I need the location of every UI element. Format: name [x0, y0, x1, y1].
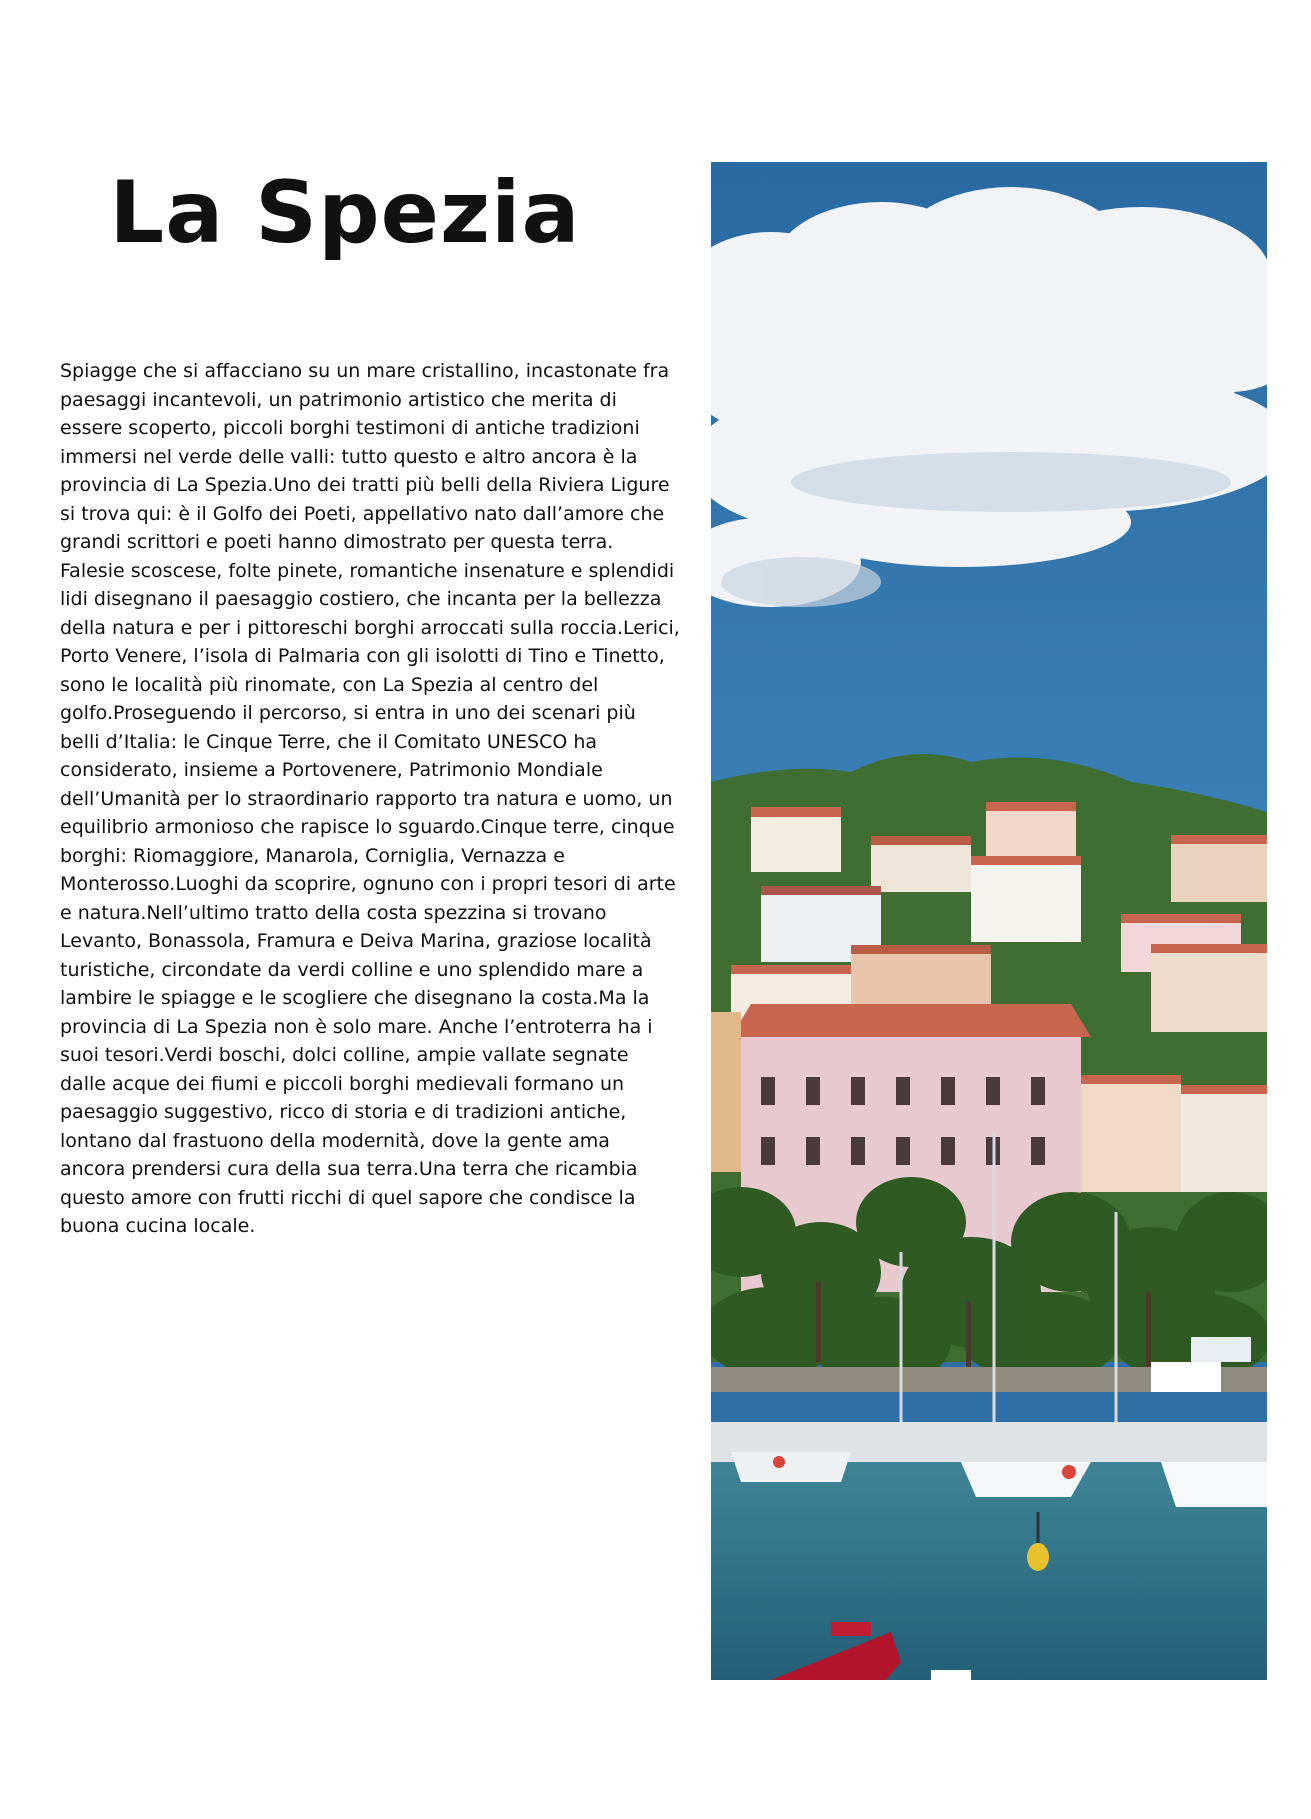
body-paragraph: Spiagge che si affacciano su un mare cristallino, incastonate fra paesaggi incantevoli, un patrimonio artistico che merita di essere scoperto, piccoli borghi testimoni di antiche tradizioni immersi nel verde delle valli: tutto questo e altro ancora è la provincia di La Spezia.Uno dei tratti più belli della Riviera Ligure si trova qui: è il Golfo dei Poeti, appellativo nato dall’amore che grandi scrittori e poeti hanno dimostrato per questa terra. Falesie scoscese, folte pinete, romantiche insenature e splendidi lidi disegnano il paesaggio costiero, che incanta per la bellezza della natura e per i pittoreschi borghi arroccati sulla roccia.Lerici, Porto Venere, l’isola di Palmaria con gli isolotti di Tino e Tinetto, sono le località più rinomate, con La Spezia al centro del golfo.Proseguendo il percorso, si entra in uno dei scenari più belli d’Italia: le Cinque Terre, che il Comitato UNESCO ha considerato, insieme a Portovenere, Patrimonio Mondiale dell’Umanità per lo straordinario rapporto tra natura e uomo, un equilibrio armonioso che rapisce lo sguardo.Cinque terre, cinque borghi: Riomaggiore, Manarola, Corniglia, Vernazza e Monterosso.Luoghi da scoprire, ognuno con i propri tesori di arte e natura.Nell’ultimo tratto della costa spezzina si trovano Levanto, Bonassola, Framura e Deiva Marina, graziose località turistiche, circondate da verdi colline e uno splendido mare a lambire le spiagge e le scogliere che disegnano la costa.Ma la provincia di La Spezia non è solo mare. Anche l’entroterra ha i suoi tesori.Verdi boschi, dolci colline, ampie vallate segnate dalle acque dei fiumi e piccoli borghi medievali formano un paesaggio suggestivo, ricco di storia e di tradizioni antiche, lontano dal frastuono della modernità, dove la gente ama ancora prendersi cura della sua terra.Una terra che ricambia questo amore con frutti ricchi di quel sapore che condisce la buona cucina locale.: [60, 360, 680, 1237]
harbor-photo: [711, 162, 1267, 1680]
page-title: La Spezia: [109, 163, 581, 263]
harbor-illustration: [711, 162, 1267, 1680]
